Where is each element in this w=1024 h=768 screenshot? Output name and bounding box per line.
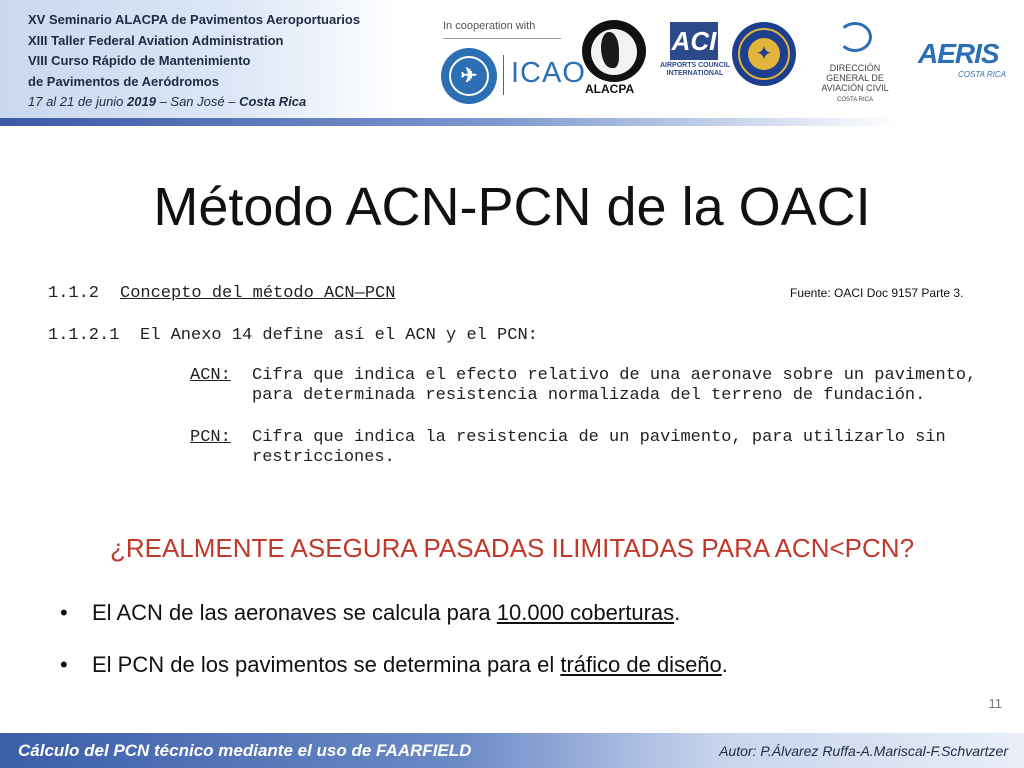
dates-country: Costa Rica xyxy=(239,94,307,109)
dgac-name: DIRECCIÓN GENERAL DE AVIACIÓN CIVIL xyxy=(821,63,889,93)
dates-prefix: 17 al 21 de junio xyxy=(28,94,128,109)
scan-pcn-line-1: Cifra que indica la resistencia de un pavimento, para utilizarlo sin xyxy=(252,428,946,447)
scan-heading-number: 1.1.2 xyxy=(48,284,100,303)
alacpa-globe-icon xyxy=(582,20,646,82)
source-citation: Fuente: OACI Doc 9157 Parte 3. xyxy=(790,286,964,300)
dgac-logo-icon xyxy=(838,22,872,52)
scan-acn-line-1: Cifra que indica el efecto relativo de una aeronave sobre un pavimento, xyxy=(252,366,977,385)
scan-paragraph-text: El Anexo 14 define así el ACN y el PCN: xyxy=(140,326,538,345)
dgac-country: COSTA RICA xyxy=(837,97,873,103)
bullet-text: El ACN de las aeronaves se calcula para xyxy=(92,600,497,625)
bullet-emphasis: tráfico de diseño xyxy=(560,652,722,677)
scan-acn-label: ACN: xyxy=(190,366,231,385)
scan-heading-text: Concepto del método ACN—PCN xyxy=(120,284,396,303)
aeris-logo-icon: AERIS xyxy=(918,38,999,69)
seminar-line-1: XV Seminario ALACPA de Pavimentos Aeroportuarios xyxy=(28,12,361,27)
aci-logo-text: AIRPORTS COUNCIL INTERNATIONAL xyxy=(660,62,730,77)
cooperation-label: In cooperation with xyxy=(443,20,536,32)
dgac-logo-text xyxy=(810,63,900,105)
scan-paragraph-number: 1.1.2.1 xyxy=(48,326,120,345)
footer-authors: Autor: P.Álvarez Ruffa-A.Mariscal-F.Schvartzer xyxy=(719,743,1008,759)
icao-emblem-icon xyxy=(441,48,497,104)
faa-seal-icon xyxy=(732,22,796,86)
header-divider-bar xyxy=(0,118,900,126)
bullet-marker: • xyxy=(60,652,68,677)
bullet-text: El PCN de los pavimentos se determina para el xyxy=(92,652,561,677)
alacpa-continent xyxy=(601,32,619,68)
bullet-end: . xyxy=(721,652,728,677)
dates-year: 2019 xyxy=(127,94,156,109)
bullet-item-acn xyxy=(60,600,680,626)
cooperation-rule xyxy=(443,38,561,39)
bullet-item-pcn xyxy=(60,652,728,678)
aeris-logo-subtitle: COSTA RICA xyxy=(958,70,1007,79)
seminar-info xyxy=(28,10,408,113)
icao-logo-text: ICAO xyxy=(511,57,586,89)
scan-pcn-line-2: restricciones. xyxy=(252,448,395,467)
seminar-line-4: de Pavimentos de Aeródromos xyxy=(28,73,219,89)
bullet-marker: • xyxy=(60,600,68,625)
seminar-line-3: VIII Curso Rápido de Mantenimiento xyxy=(28,53,251,68)
footer-course-title: Cálculo del PCN técnico mediante el uso de FAARFIELD xyxy=(18,741,472,760)
scanned-excerpt xyxy=(40,278,990,478)
bullet-emphasis: 10.000 coberturas xyxy=(496,600,675,625)
slide-title: Método ACN-PCN de la OACI xyxy=(153,177,871,237)
dates-mid: – San José – xyxy=(155,94,240,109)
alacpa-logo-text: ALACPA xyxy=(585,82,635,96)
icao-logo-separator xyxy=(503,55,504,95)
scan-pcn-label: PCN: xyxy=(190,428,231,447)
seminar-line-2: XIII Taller Federal Aviation Administration xyxy=(28,32,284,48)
bullet-end: . xyxy=(674,600,681,625)
scan-acn-line-2: para determinada resistencia normalizada del terreno de fundación. xyxy=(252,386,926,405)
seminar-dates xyxy=(28,92,408,113)
aci-logo-icon: ACI xyxy=(670,22,718,60)
page-number: 11 xyxy=(988,696,1002,711)
faa-seal-star: ✦ xyxy=(755,43,773,65)
key-question: ¿REALMENTE ASEGURA PASADAS ILIMITADAS PARA ACN<PCN? xyxy=(109,533,915,563)
slide-header xyxy=(0,0,1024,120)
icao-emblem-glyph: ✈ xyxy=(460,65,478,87)
